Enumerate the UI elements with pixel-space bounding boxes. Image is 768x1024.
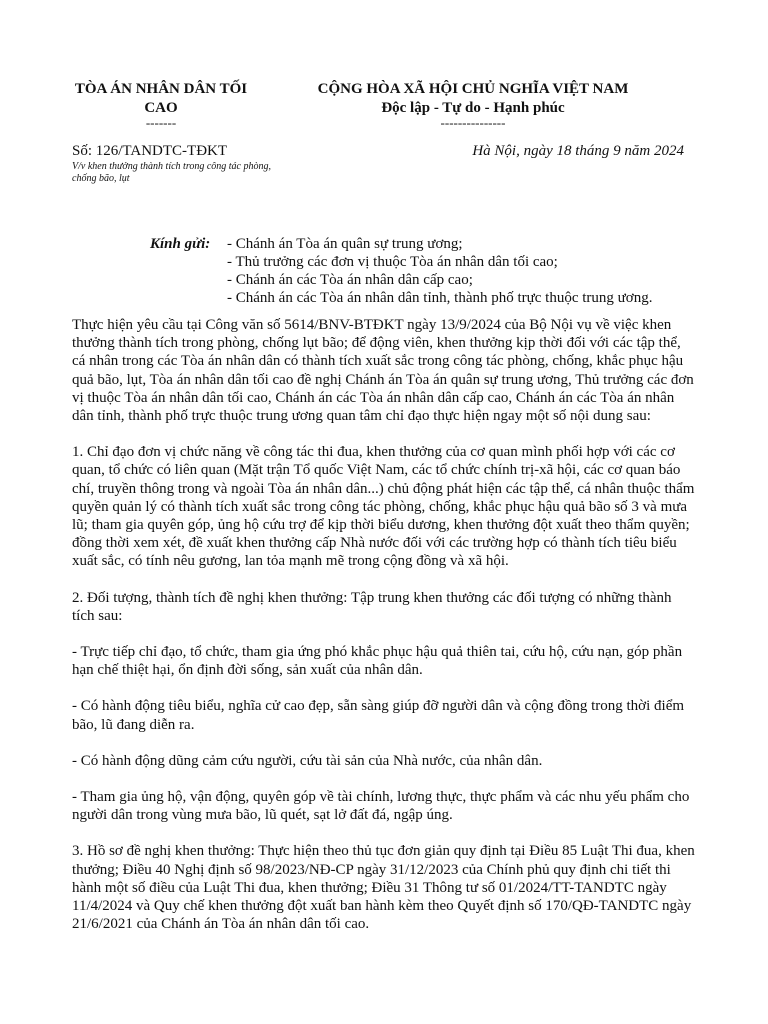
- recipients-label: Kính gửi:: [150, 236, 211, 252]
- motto-divider: ---------------: [440, 115, 506, 130]
- recipients-list: [227, 235, 652, 307]
- item-2-paragraph: 2. Đối tượng, thành tích đề nghị khen thưởng: Tập trung khen thưởng các đối tượng có những thành tích sau:: [72, 589, 672, 624]
- country-name: CỘNG HÒA XÃ HỘI CHỦ NGHĨA VIỆT NAM: [317, 81, 629, 97]
- item-3-paragraph: 3. Hồ sơ đề nghị khen thưởng: Thực hiện theo thủ tục đơn giản quy định tại Điều 85 Luật Thi đua, khen thưởng; Điều 40 Nghị định số 98/2023/NĐ-CP ngày 31/12/2023 của Chính phủ quy định chi tiết thi hành một số điều của Luật Thi đua, khen thưởng; Điều 31 Thông tư số 01/2024/TT-TANDTC ngày 11/4/2024 và Quy chế khen thưởng đột xuất ban hành kèm theo Quyết định số 170/QĐ-TANDTC ngày 21/6/2021 của Chánh án Tòa án nhân dân tối cao.: [72, 843, 695, 933]
- document-body: [72, 316, 696, 951]
- bullet-paragraph-4: - Tham gia ủng hộ, vận động, quyên góp về tài chính, lương thực, thực phẩm và các nhu yếu phẩm cho người dân trong vùng mưa bão, lũ quét, sạt lở đất đá, ngập úng.: [72, 789, 690, 824]
- recipient-item: - Chánh án các Tòa án nhân dân cấp cao;: [227, 272, 473, 288]
- bullet-paragraph-2: - Có hành động tiêu biểu, nghĩa cử cao đẹp, sẵn sàng giúp đỡ người dân và cộng đồng trong thời điểm bão, lũ đang diễn ra.: [72, 698, 685, 733]
- agency-block: [56, 80, 266, 130]
- bullet-paragraph-3: - Có hành động dũng cảm cứu người, cứu tài sản của Nhà nước, của nhân dân.: [72, 752, 543, 769]
- recipient-item: - Chánh án Tòa án quân sự trung ương;: [227, 236, 463, 252]
- document-date: Hà Nội, ngày 18 tháng 9 năm 2024: [472, 143, 684, 159]
- document-subject: V/v khen thưởng thành tích trong công tác phòng, chống bão, lụt: [72, 161, 271, 184]
- agency-name-line2: CAO: [144, 100, 178, 116]
- bullet-paragraph-1: - Trực tiếp chỉ đạo, tổ chức, tham gia ứng phó khắc phục hậu quả thiên tai, cứu hộ, cứu nạn, góp phần hạn chế thiệt hại, ổn định đời sống, sản xuất của nhân dân.: [72, 644, 683, 679]
- intro-paragraph: Thực hiện yêu cầu tại Công văn số 5614/BNV-BTĐKT ngày 13/9/2024 của Bộ Nội vụ về việc khen thưởng thành tích trong phòng, chống lụt bão; để động viên, khen thưởng kịp thời đối với các tập thể, cá nhân trong các Tòa án nhân dân có thành tích xuất sắc trong công tác phòng, chống, khắc phục hậu quả bão, lụt, Tòa án nhân dân tối cao đề nghị Chánh án Tòa án quân sự trung ương, Thủ trưởng các đơn vị thuộc Tòa án nhân dân tối cao, Chánh án các Tòa án nhân dân cấp cao, Chánh án các Tòa án nhân dân tỉnh, thành phố trực thuộc trung ương quan tâm chỉ đạo thực hiện ngay một số nội dung sau:: [72, 317, 694, 425]
- agency-divider: -------: [145, 115, 177, 130]
- document-number: Số: 126/TANDTC-TĐKT: [72, 143, 228, 159]
- recipient-item: - Chánh án các Tòa án nhân dân tỉnh, thành phố trực thuộc trung ương.: [227, 290, 653, 306]
- national-title-block: [300, 80, 646, 130]
- national-motto: Độc lập - Tự do - Hạnh phúc: [381, 100, 565, 116]
- item-1-paragraph: 1. Chỉ đạo đơn vị chức năng về công tác thi đua, khen thưởng của cơ quan mình phối hợp với các cơ quan, tổ chức có liên quan (Mặt trận Tổ quốc Việt Nam, các tổ chức chính trị-xã hội, các cơ quan báo chí, truyền thông trong và ngoài Tòa án nhân dân...) chủ động phát hiện các tập thể, cá nhân thuộc thẩm quyền quản lý có thành tích xuất sắc trong công tác phòng, chống, khắc phục hậu quả bão số 3 và mưa lũ; tham gia quyên góp, ủng hộ cứu trợ để kịp thời biểu dương, khen thưởng đột xuất theo thẩm quyền; đồng thời xem xét, đề xuất khen thưởng cấp Nhà nước đối với các trường hợp có thành tích tiêu biểu xuất sắc, có tính nêu gương, lan tỏa mạnh mẽ trong cộng đồng và xã hội.: [72, 444, 695, 570]
- recipient-item: - Thủ trưởng các đơn vị thuộc Tòa án nhân dân tối cao;: [227, 254, 558, 270]
- agency-name-line1: TÒA ÁN NHÂN DÂN TỐI: [74, 81, 248, 97]
